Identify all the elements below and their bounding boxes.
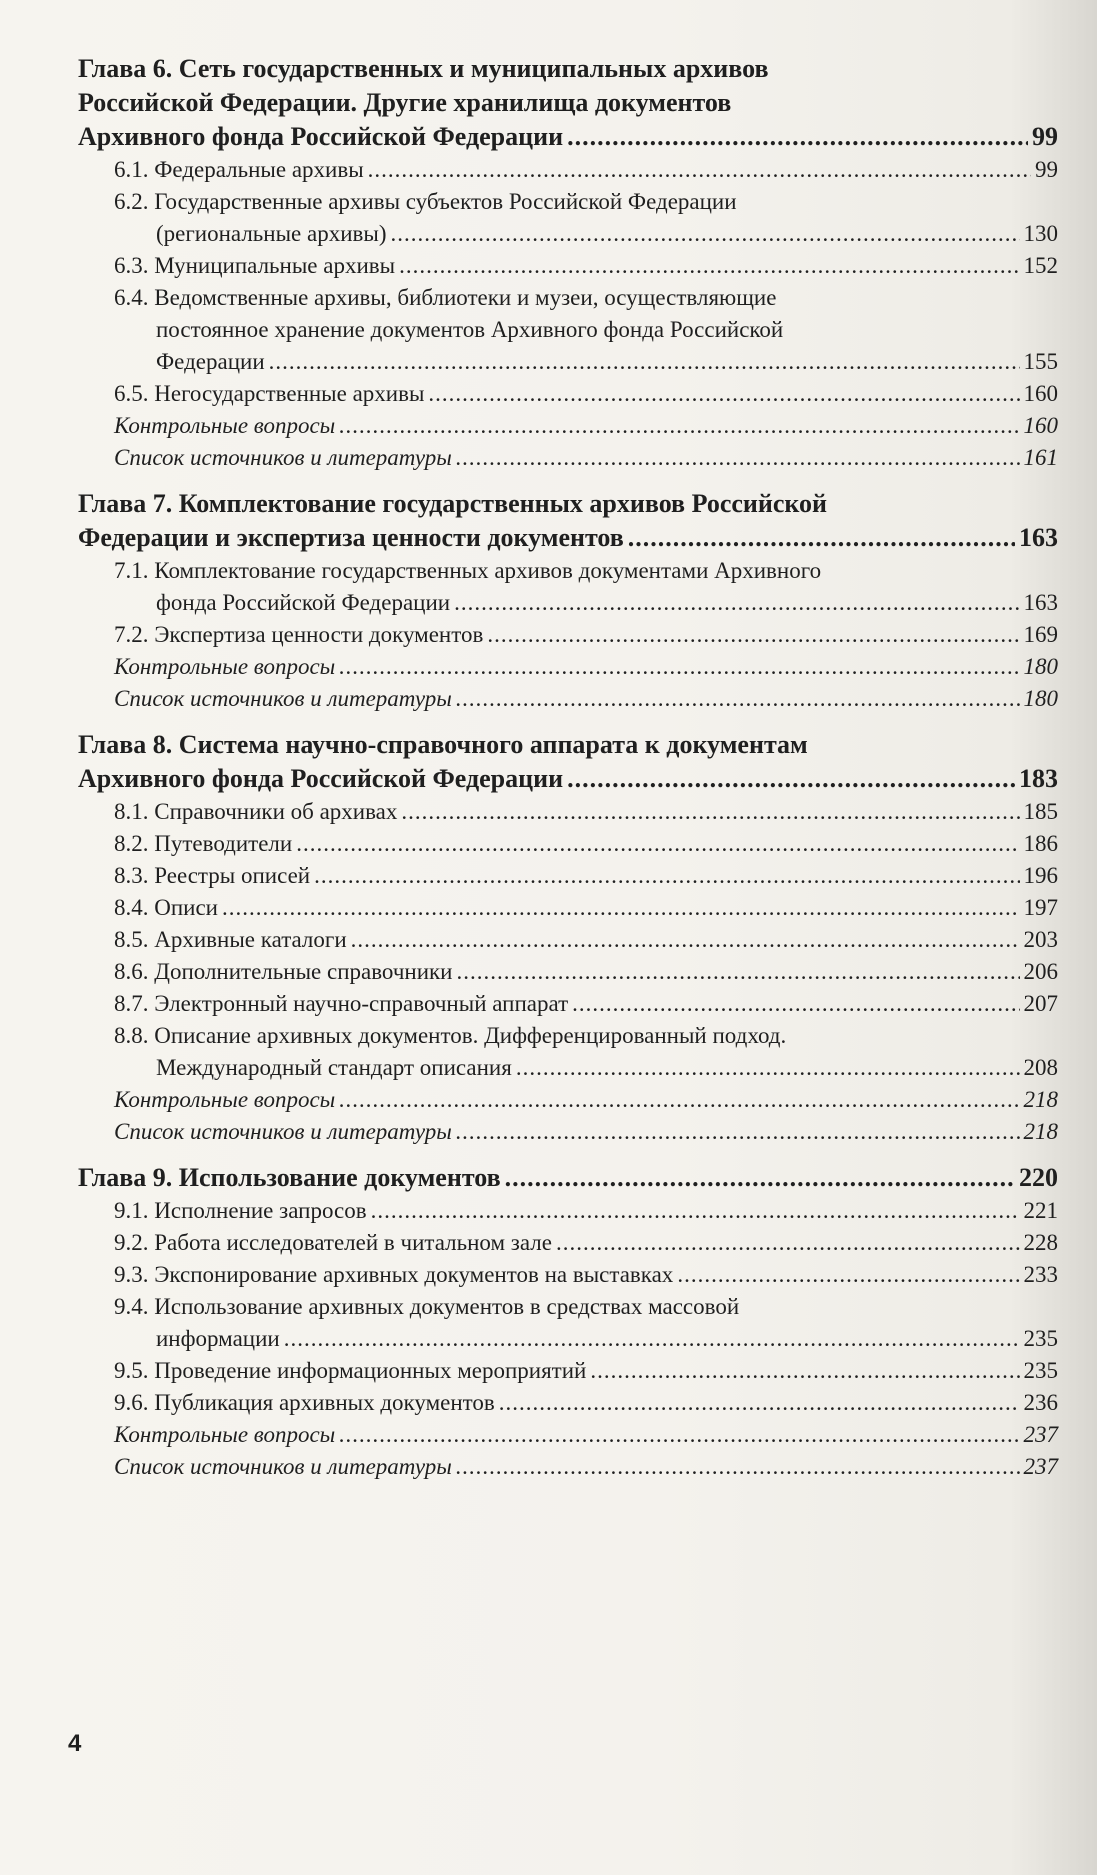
dot-leader — [371, 1195, 1020, 1227]
toc-page-number: 221 — [1023, 1198, 1058, 1223]
toc-section — [78, 378, 1058, 410]
dot-leader — [296, 828, 1019, 860]
toc-page-number: 163 — [1023, 590, 1058, 615]
toc-page-number: 218 — [1023, 1087, 1058, 1112]
toc-title-line: Список источников и литературы — [114, 1454, 452, 1479]
toc-page-number: 208 — [1023, 1055, 1058, 1080]
toc-page-number: 235 — [1023, 1326, 1058, 1351]
toc-title-line: 8.5. Архивные каталоги — [114, 927, 347, 952]
toc-section — [78, 282, 1058, 378]
dot-leader — [487, 619, 1019, 651]
toc-supplement — [78, 1116, 1058, 1148]
toc-supplement — [78, 442, 1058, 474]
toc-title-line: Архивного фонда Российской Федерации — [78, 122, 564, 151]
toc-page-number: 169 — [1023, 622, 1058, 647]
dot-leader — [391, 218, 1020, 250]
toc-section — [78, 796, 1058, 828]
toc-title-line: Список источников и литературы — [114, 1119, 452, 1144]
dot-leader — [499, 1387, 1020, 1419]
toc-title-line: 9.5. Проведение информационных мероприятий — [114, 1358, 587, 1383]
toc-page-number: 180 — [1023, 686, 1058, 711]
dot-leader — [572, 988, 1019, 1020]
toc-page-number: 197 — [1023, 895, 1058, 920]
dot-leader — [284, 1323, 1020, 1355]
toc-title-line: Глава 6. Сеть государственных и муниципальных архивов — [78, 54, 769, 83]
toc-title-line: 6.4. Ведомственные архивы, библиотеки и музеи, осуществляющие — [114, 285, 777, 310]
dot-leader — [556, 1227, 1020, 1259]
toc-title-line: 9.6. Публикация архивных документов — [114, 1390, 495, 1415]
toc-page-number: 233 — [1023, 1262, 1058, 1287]
toc-title-line: 8.4. Описи — [114, 895, 218, 920]
dot-leader — [339, 1084, 1019, 1116]
toc-section — [78, 892, 1058, 924]
toc-title-line: Контрольные вопросы — [114, 654, 336, 679]
page-number: 4 — [68, 1730, 82, 1757]
toc-page-number: 161 — [1023, 445, 1058, 470]
toc-supplement — [78, 410, 1058, 442]
toc-section — [78, 1291, 1058, 1355]
dot-leader — [399, 250, 1019, 282]
toc-section — [78, 1020, 1058, 1084]
toc-section — [78, 154, 1058, 186]
toc-title-line: Список источников и литературы — [114, 686, 452, 711]
toc-page-number: 236 — [1023, 1390, 1058, 1415]
toc-supplement — [78, 651, 1058, 683]
toc-title-line: 9.3. Экспонирование архивных документов на выставках — [114, 1262, 674, 1287]
dot-leader — [368, 154, 1031, 186]
dot-leader — [456, 1451, 1020, 1483]
toc-chapter — [78, 1161, 1058, 1195]
dot-leader — [339, 1419, 1019, 1451]
toc-chapter — [78, 728, 1058, 796]
toc-title-line: (региональные архивы) — [156, 221, 387, 246]
toc-title-line: 6.2. Государственные архивы субъектов Российской Федерации — [114, 189, 737, 214]
toc-title-line: Контрольные вопросы — [114, 1422, 336, 1447]
toc-title-line: Контрольные вопросы — [114, 1087, 336, 1112]
toc-section — [78, 1259, 1058, 1291]
toc-page-number: 220 — [1019, 1163, 1058, 1192]
dot-leader — [456, 442, 1020, 474]
dot-leader — [339, 651, 1019, 683]
dot-leader — [567, 762, 1015, 796]
toc-title-line: Российской Федерации. Другие хранилища документов — [78, 88, 732, 117]
toc-title-line: 7.1. Комплектование государственных архивов документами Архивного — [114, 558, 822, 583]
toc-page-number: 99 — [1032, 122, 1058, 151]
toc-section — [78, 1355, 1058, 1387]
toc-title-line: 7.2. Экспертиза ценности документов — [114, 622, 484, 647]
dot-leader — [590, 1355, 1019, 1387]
toc-page-number: 155 — [1023, 349, 1058, 374]
toc-page-number: 203 — [1023, 927, 1058, 952]
toc-page-number: 207 — [1023, 991, 1058, 1016]
toc-section — [78, 1227, 1058, 1259]
dot-leader — [401, 796, 1019, 828]
toc-page-number: 180 — [1023, 654, 1058, 679]
toc-title-line: 8.8. Описание архивных документов. Дифференцированный подход. — [114, 1023, 787, 1048]
dot-leader — [428, 378, 1019, 410]
toc-page-number: 237 — [1023, 1422, 1058, 1447]
toc-title-line: 8.2. Путеводители — [114, 831, 293, 856]
toc-page-number: 183 — [1019, 764, 1058, 793]
toc-title-line: фонда Российской Федерации — [156, 590, 451, 615]
toc-title-line: Архивного фонда Российской Федерации — [78, 764, 564, 793]
toc-title-line: 8.3. Реестры описей — [114, 863, 311, 888]
toc-page-number: 130 — [1023, 221, 1058, 246]
dot-leader — [505, 1161, 1015, 1195]
toc-section — [78, 828, 1058, 860]
toc-page-number: 160 — [1023, 381, 1058, 406]
toc-supplement — [78, 683, 1058, 715]
toc-title-line: Глава 9. Использование документов — [78, 1163, 501, 1192]
toc-title-line: Федерации — [156, 349, 265, 374]
toc-page-number: 228 — [1023, 1230, 1058, 1255]
dot-leader — [454, 587, 1019, 619]
dot-leader — [516, 1052, 1020, 1084]
dot-leader — [222, 892, 1020, 924]
toc-section — [78, 250, 1058, 282]
toc-section — [78, 924, 1058, 956]
toc-title-line: Федерации и экспертиза ценности документов — [78, 523, 624, 552]
dot-leader — [677, 1259, 1019, 1291]
toc-supplement — [78, 1451, 1058, 1483]
toc-page-number: 186 — [1023, 831, 1058, 856]
toc-title-line: Международный стандарт описания — [156, 1055, 512, 1080]
toc-section — [78, 1195, 1058, 1227]
toc-title-line: постоянное хранение документов Архивного фонда Российской — [156, 317, 784, 342]
dot-leader — [456, 683, 1020, 715]
dot-leader — [314, 860, 1019, 892]
toc-section — [78, 1387, 1058, 1419]
toc-title-line: 9.1. Исполнение запросов — [114, 1198, 367, 1223]
toc-title-line: 8.6. Дополнительные справочники — [114, 959, 453, 984]
toc-section — [78, 988, 1058, 1020]
dot-leader — [456, 1116, 1020, 1148]
toc-page-number: 152 — [1023, 253, 1058, 278]
dot-leader — [457, 956, 1020, 988]
toc-title-line: Глава 7. Комплектование государственных архивов Российской — [78, 489, 828, 518]
toc-supplement — [78, 1084, 1058, 1116]
table-of-contents — [78, 52, 1058, 1483]
toc-section — [78, 956, 1058, 988]
toc-title-line: информации — [156, 1326, 280, 1351]
toc-title-line: 6.3. Муниципальные архивы — [114, 253, 396, 278]
toc-page-number: 185 — [1023, 799, 1058, 824]
dot-leader — [567, 120, 1028, 154]
toc-chapter — [78, 487, 1058, 555]
toc-title-line: 9.4. Использование архивных документов в средствах массовой — [114, 1294, 740, 1319]
toc-page-number: 99 — [1035, 157, 1058, 182]
toc-page-number: 206 — [1023, 959, 1058, 984]
toc-title-line: Контрольные вопросы — [114, 413, 336, 438]
toc-title-line: 8.1. Справочники об архивах — [114, 799, 398, 824]
toc-title-line: Список источников и литературы — [114, 445, 452, 470]
toc-page-number: 237 — [1023, 1454, 1058, 1479]
toc-supplement — [78, 1419, 1058, 1451]
toc-section — [78, 619, 1058, 651]
toc-title-line: 9.2. Работа исследователей в читальном зале — [114, 1230, 552, 1255]
toc-title-line: 8.7. Электронный научно-справочный аппарат — [114, 991, 569, 1016]
toc-title-line: 6.1. Федеральные архивы — [114, 157, 364, 182]
toc-chapter — [78, 52, 1058, 154]
toc-section — [78, 860, 1058, 892]
dot-leader — [628, 521, 1015, 555]
toc-page-number: 218 — [1023, 1119, 1058, 1144]
toc-section — [78, 186, 1058, 250]
toc-page-number: 163 — [1019, 523, 1058, 552]
toc-title-line: Глава 8. Система научно-справочного аппарата к документам — [78, 730, 808, 759]
toc-section — [78, 555, 1058, 619]
toc-page-number: 235 — [1023, 1358, 1058, 1383]
toc-title-line: 6.5. Негосударственные архивы — [114, 381, 425, 406]
toc-page-number: 196 — [1023, 863, 1058, 888]
toc-page-number: 160 — [1023, 413, 1058, 438]
dot-leader — [351, 924, 1020, 956]
dot-leader — [339, 410, 1019, 442]
dot-leader — [269, 346, 1020, 378]
